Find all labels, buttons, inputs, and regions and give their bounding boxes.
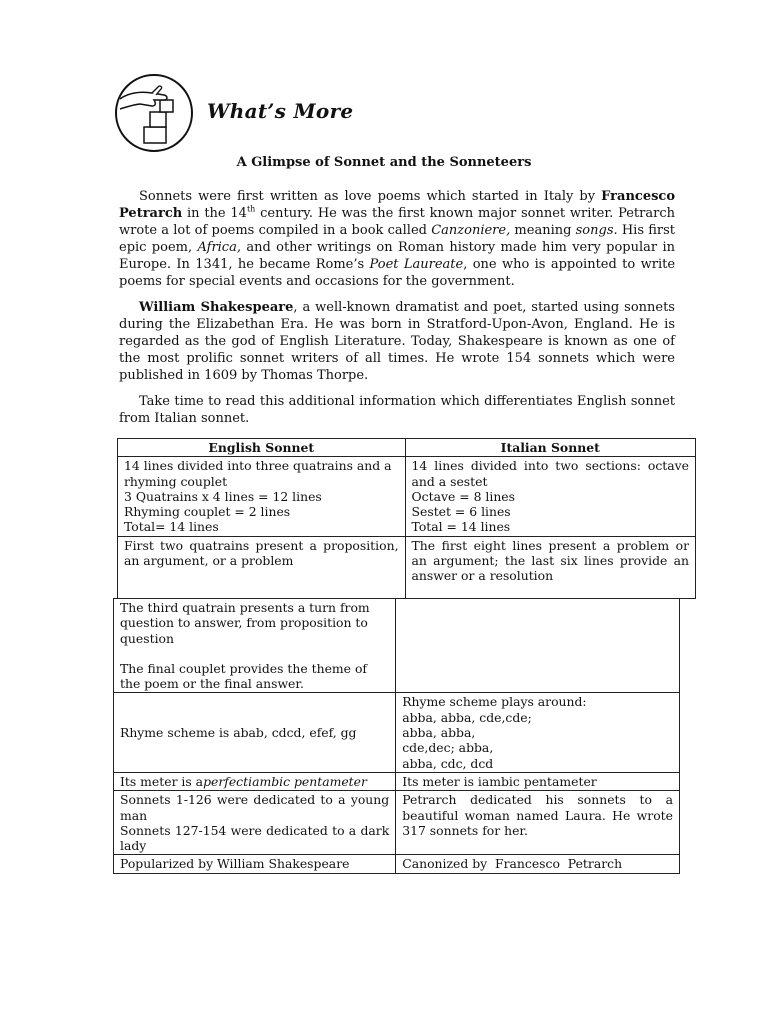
section-title: What’s More	[207, 99, 354, 123]
comparison-table-bottom	[113, 598, 680, 874]
table-row	[114, 599, 680, 693]
italian-rhyme-cell: Rhyme scheme plays around: abba, abba, cde,cde; abba, abba, cde,dec; abba, abba, cdc, dcd	[396, 693, 680, 772]
italian-problem-cell: The first eight lines present a problem or an argument; the last six lines provide an answer or a resolution	[405, 536, 695, 598]
table-header-row	[118, 439, 696, 457]
table-row	[114, 791, 680, 855]
italian-turn-cell	[396, 599, 680, 693]
table-row	[118, 536, 696, 598]
italian-structure-cell: 14 lines divided into two sections: octave and a sestet Octave = 8 lines Sestet = 6 lines Total = 14 lines	[405, 457, 695, 536]
table-row	[114, 855, 680, 873]
comparison-table-top	[117, 438, 696, 599]
english-rhyme-cell: Rhyme scheme is abab, cdcd, efef, gg	[114, 693, 396, 772]
hand-blocks-logo-icon	[110, 73, 198, 153]
english-structure-cell: 14 lines divided into three quatrains and a rhyming couplet 3 Quatrains x 4 lines = 12 lines Rhyming couplet = 2 lines Total= 14 lines	[118, 457, 406, 536]
english-problem-cell: First two quatrains present a proposition, an argument, or a problem	[118, 536, 406, 598]
table-row	[114, 772, 680, 790]
paragraph-petrarch: Sonnets were first written as love poems which started in Italy by Francesco Petrarch in the 14th century. He was the first known major sonnet writer. Petrarch wrote a lot of poems compiled in a book called Canzoniere, meaning songs. His first epic poem, Africa, and other writings on Roman history made him very popular in Europe. In 1341, he became Rome’s Poet Laureate, one who is appointed to write poems for special events and occasions for the government.	[119, 189, 676, 289]
header-english-sonnet: English Sonnet	[118, 439, 406, 457]
english-turn-cell: The third quatrain presents a turn from question to answer, from proposition to question The final couplet provides the theme of the poem or the final answer.	[114, 599, 396, 693]
header-italian-sonnet: Italian Sonnet	[405, 439, 695, 457]
paragraph-instructions: Take time to read this additional information which differentiates English sonnet from Italian sonnet.	[119, 394, 675, 426]
italian-meter-cell: Its meter is iambic pentameter	[396, 772, 680, 790]
english-popularized-cell: Popularized by William Shakespeare	[114, 855, 396, 873]
italian-dedication-cell: Petrarch dedicated his sonnets to a beautiful woman named Laura. He wrote 317 sonnets for her.	[396, 791, 680, 855]
table-row	[118, 457, 696, 536]
italian-canonized-cell: Canonized by Francesco Petrarch	[396, 855, 680, 873]
english-meter-cell: Its meter is aperfectiambic pentameter	[114, 772, 396, 790]
table-row	[114, 693, 680, 772]
paragraph-shakespeare: William Shakespeare, a well-known dramatist and poet, started using sonnets during the Elizabethan Era. He was born in Stratford-Upon-Avon, England. He is regarded as the god of English Literature. Today, Shakespeare is known as one of the most prolific sonnet writers of all times. He wrote 154 sonnets which were published in 1609 by Thomas Thorpe.	[119, 300, 675, 383]
page-title: A Glimpse of Sonnet and the Sonneteers	[236, 155, 532, 170]
english-dedication-cell: Sonnets 1-126 were dedicated to a young man Sonnets 127-154 were dedicated to a dark lady	[114, 791, 396, 855]
